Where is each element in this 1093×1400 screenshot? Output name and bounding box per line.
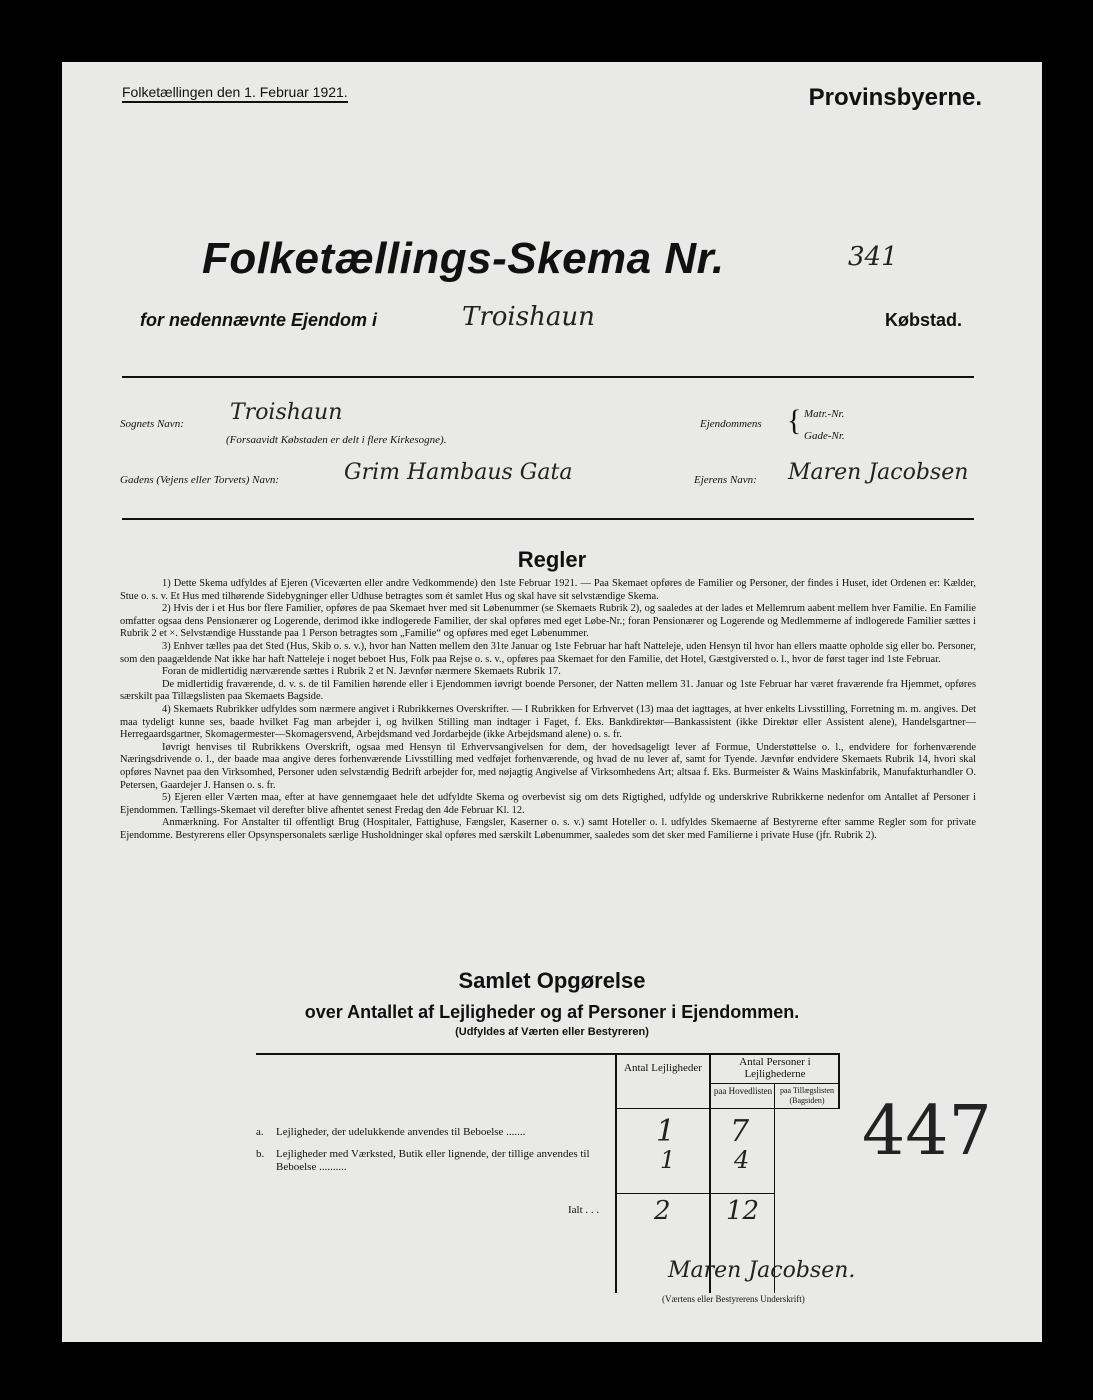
divider-fields bbox=[122, 518, 974, 520]
rule-paragraph: 1) Dette Skema udfyldes af Ejeren (Viceværten eller andre Vedkommende) den 1ste Februar 1921. — Paa Skemaet opføres de Familier og Personer, der findes i Huset, idet Ordenen er: Kælder, Stue o. s. v. Et Hus med tilhørende Sidebygninger eller Udhuse betragtes som ét samlet Hus og skal have sit selvstændige Skema. bbox=[120, 578, 976, 602]
summary-note: (Udfyldes af Værten eller Bestyreren) bbox=[455, 1026, 649, 1038]
table-total-rule bbox=[615, 1193, 775, 1194]
ialt-lejligheder: 2 bbox=[654, 1196, 671, 1226]
town-handwritten: Troishaun bbox=[462, 302, 595, 332]
sogn-value: Troishaun bbox=[230, 400, 343, 425]
row-b-label: Lejligheder med Værksted, Butik eller lignende, der tillige anvendes til Beboelse .......... bbox=[276, 1148, 590, 1173]
table-header-rule bbox=[615, 1108, 840, 1109]
brace-icon: { bbox=[787, 404, 802, 437]
rule-paragraph: 2) Hvis der i et Hus bor flere Familier, opføres de paa Skemaet hver med sit Løbenummer (se Skemaets Rubrik 2), og saaledes at der lades et Mellemrum aabent mellem hver Familie. En Familie omfatter ogsaa dens Pensionærer og Logerende, derimod ikke indlogerede Familier, der skal opføres med eget Løbe-Nr.; foran Pensionærer og Logerende og Medlemmerne af indlogerede Familier sættes i Rubrik 2 et ×. Selvstændige Husstande paa 1 Person betragtes som „Familie“ og opføres med eget Løbenummer. bbox=[120, 603, 976, 640]
table-col-line bbox=[709, 1053, 711, 1293]
ejer-label: Ejerens Navn: bbox=[694, 474, 757, 486]
row-b-personer: 4 bbox=[734, 1146, 750, 1174]
matr-label: Matr.-Nr. bbox=[804, 408, 845, 420]
property-label: for nedennævnte Ejendom i bbox=[140, 310, 378, 330]
signature-label: (Værtens eller Bestyrerens Underskrift) bbox=[662, 1294, 805, 1304]
summary-subtitle: over Antallet af Lejligheder og af Personer i Ejendommen. bbox=[304, 1002, 800, 1022]
signature-handwritten: Maren Jacobsen. bbox=[668, 1258, 856, 1283]
census-form-page bbox=[62, 62, 1042, 1342]
rule-paragraph: Anmærkning. For Anstalter til offentligt Brug (Hospitaler, Fattighuse, Fængsler, Kaserner o. s. v.) samt Hoteller o. l. udfyldes Skemaerne af Bestyrerne efter samme Regler som for private Ejendomme. Bestyrerens eller Opsynspersonalets særlige Husholdninger skal opføres med særskilt Løbenummer, saaledes som det sker med Familierne i private Huse (jfr. Rubrik 2). bbox=[120, 817, 976, 841]
rule-paragraph: Iøvrigt henvises til Rubrikkens Overskrift, ogsaa med Hensyn til Erhvervsangivelsen for dem, der hovedsageligt lever af Formue, Understøttelse o. l., endvidere for forhenværende Næringsdrivende o. l., der baade maa angive deres forhenværende Livsstilling med vedføjet forhenværende, og hvad de nu lever af, samt for Tyende. Jævnfør endvidere Skemaets Rubrik 14, hvori skal opføres Navnet paa den Virksomhed, Personer uden selvstændig Bedrift arbejder for, med nøjagtig Angivelse af Virksomhedens Art; altsaa f. Eks. Burmeister & Wains Maskinfabrik, Manufakturhandler O. Petersen, Gaardejer J. Hansen o. s. fr. bbox=[120, 741, 976, 791]
row-a-label: Lejligheder, der udelukkende anvendes til Beboelse ....... bbox=[276, 1126, 526, 1138]
table-subheader-rule bbox=[709, 1083, 838, 1084]
form-title: Folketællings-Skema Nr. bbox=[202, 234, 725, 283]
margin-total-handwritten: 447 bbox=[862, 1092, 992, 1171]
row-a-letter: a. bbox=[256, 1126, 264, 1138]
summary-title: Samlet Opgørelse bbox=[458, 968, 646, 993]
col-header-lejligheder: Antal Lejligheder bbox=[624, 1062, 702, 1074]
rules-text bbox=[120, 578, 976, 842]
ialt-personer: 12 bbox=[726, 1196, 760, 1226]
form-number-handwritten: 341 bbox=[848, 242, 898, 272]
row-b-letter: b. bbox=[256, 1148, 265, 1160]
region-label: Provinsbyerne. bbox=[808, 84, 982, 111]
ialt-label: Ialt . . . bbox=[568, 1204, 600, 1216]
table-col-line bbox=[838, 1053, 840, 1109]
sogn-note: (Forsaavidt Købstaden er delt i flere Kirkesogne). bbox=[226, 434, 447, 446]
divider-top bbox=[122, 376, 974, 378]
row-b-lejligheder: 1 bbox=[660, 1146, 676, 1174]
row-a-personer: 7 bbox=[730, 1114, 750, 1149]
ejendom-label: Ejendommens bbox=[700, 418, 762, 430]
gade-name-label: Gadens (Vejens eller Torvets) Navn: bbox=[120, 474, 280, 486]
rule-paragraph: Foran de midlertidig nærværende sættes i Rubrik 2 et N. Jævnfør nærmere Skemaets Rubrik 17. bbox=[162, 666, 561, 678]
rule-paragraph: De midlertidig fraværende, d. v. s. de til Familien hørende eller i Ejendommen iøvrigt boende Personer, der Natten mellem 31. Januar og 1ste Februar har været fraværende fra Hjemmet, opføres særskilt paa Tillægslisten paa Skemaets Bagside. bbox=[120, 678, 976, 703]
census-date-label: Folketællingen den 1. Februar 1921. bbox=[122, 84, 348, 103]
sogn-label: Sognets Navn: bbox=[120, 418, 184, 430]
row-a-lejligheder: 1 bbox=[656, 1114, 676, 1149]
rules-heading: Regler bbox=[517, 547, 587, 572]
table-top-rule bbox=[256, 1053, 838, 1055]
gade-nr-label: Gade-Nr. bbox=[804, 430, 845, 442]
rule-paragraph: 5) Ejeren eller Værten maa, efter at have gennemgaaet hele det udfyldte Skema og overbevist sig om dets Rigtighed, udfylde og underskrive Rubrikkerne nedenfor om Antallet af Personer i Ejendommen. Tællings-Skemaet vil derefter blive afhentet senest Fredag den 4de Februar Kl. 12. bbox=[120, 792, 976, 816]
table-col-line bbox=[615, 1053, 617, 1293]
rule-paragraph: 4) Skemaets Rubrikker udfyldes som nærmere angivet i Rubrikkernes Overskrifter. — I Rubrikken for Erhvervet (13) maa det iagttages, at hver enkelts Livsstilling, Forretning m. m. angives. Det maa tydeligt kunne ses, baade hvilket Fag man arbejder i, og hvilken Stilling man indtager i Faget, f. Eks. Bankdirektør—Bankassistent (ikke Direktør eller Assistent alene), Handelsgartner—Herregaardsgartner, Skomagermester—Skomagersvend, Arbejdsmand ved Jordarbejde (ikke Arbejdsmand alene) o. s. fr. bbox=[120, 703, 976, 741]
gade-name-value: Grim Hambaus Gata bbox=[344, 460, 573, 485]
ejer-value: Maren Jacobsen bbox=[788, 460, 969, 485]
rule-paragraph: 3) Enhver tælles paa det Sted (Hus, Skib o. s. v.), hvor han Natten mellem den 31te Januar og 1ste Februar har haft Natteleje, uden Hensyn til hvor han ellers maatte opholde sig eller bo. Personer, som den paagældende Nat ikke har haft Natteleje i noget beboet Hus, Folk paa Rejse o. s. v., opføres paa Skemaet for den Familie, det Hotel, Gæstgiversted o. l., hvor de først tager ind 1ste Februar. bbox=[120, 640, 976, 665]
col-header-tillaeg: paa Tillægslisten (Bagsiden) bbox=[779, 1086, 834, 1105]
col-header-hovedlisten: paa Hovedlisten bbox=[713, 1086, 773, 1096]
col-header-personer: Antal Personer i Lejlighederne bbox=[739, 1056, 811, 1080]
town-type-label: Købstad. bbox=[884, 310, 962, 330]
